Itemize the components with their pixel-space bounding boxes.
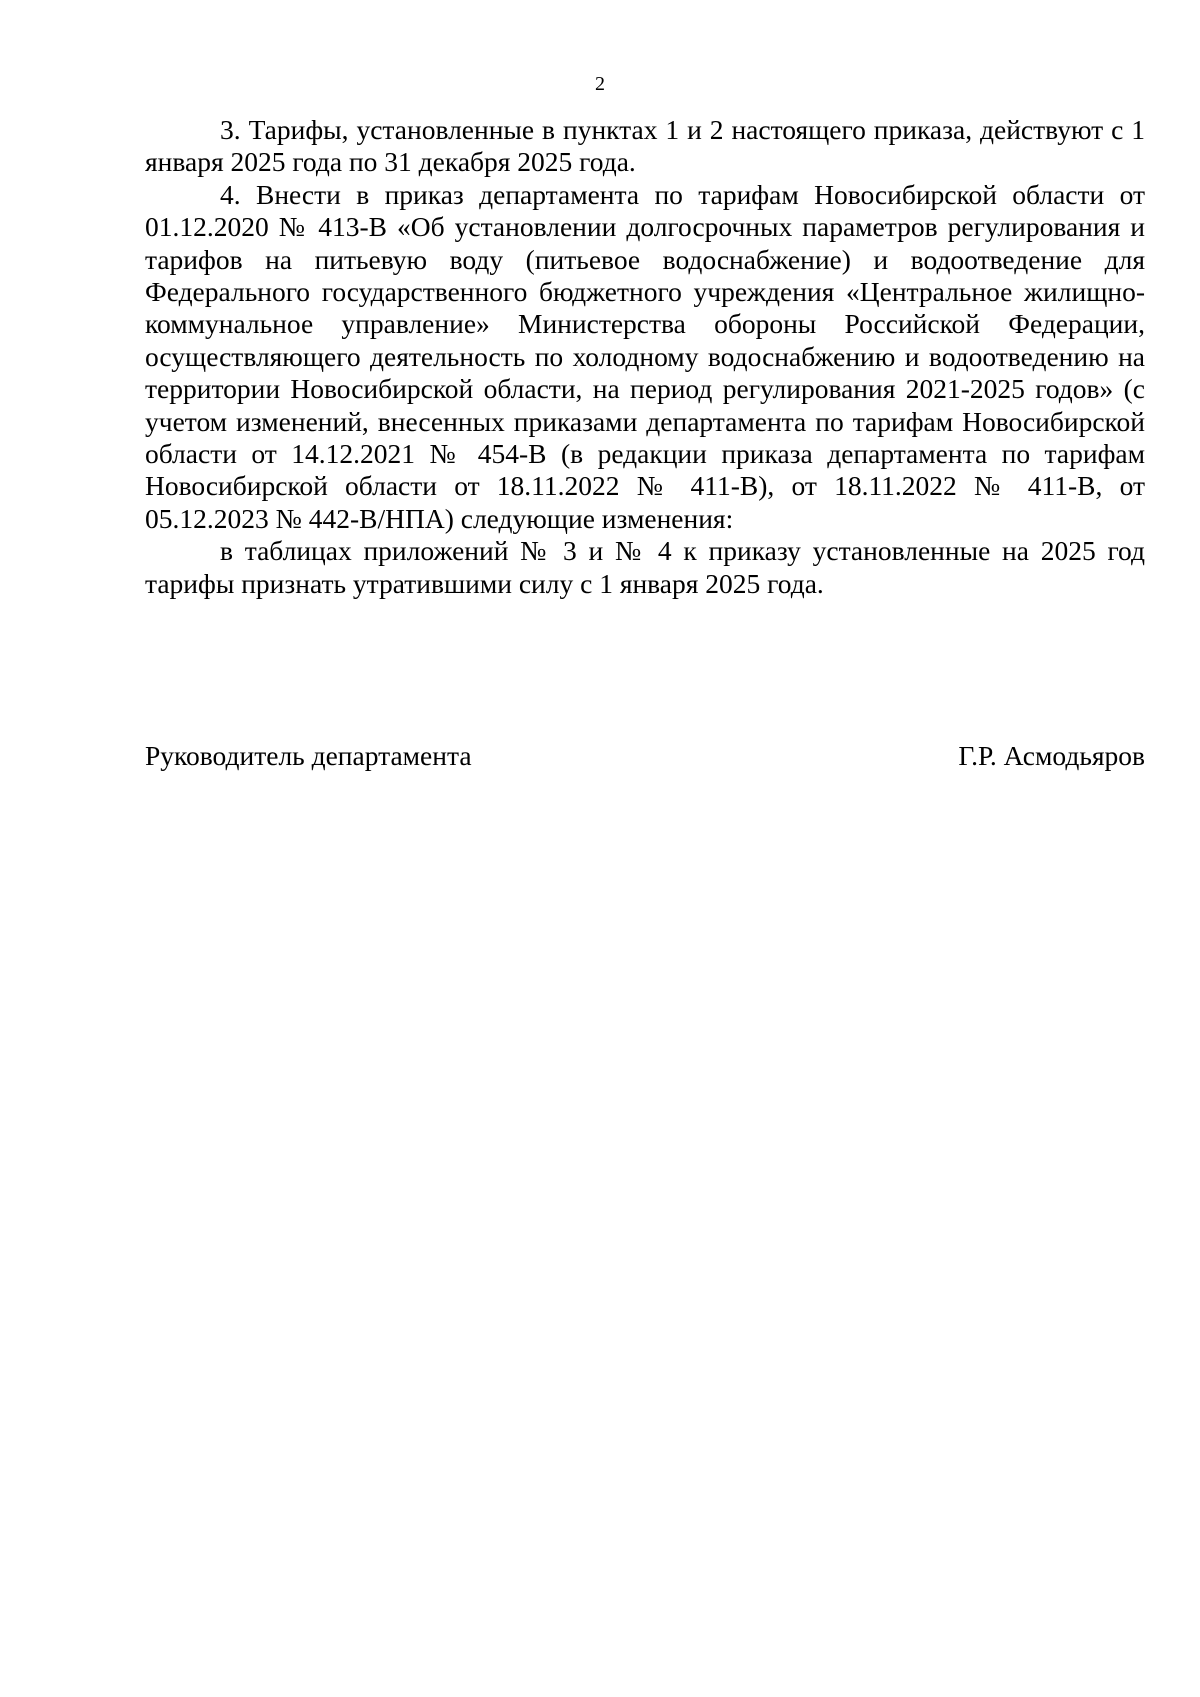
page-number: 2 <box>595 73 605 95</box>
paragraph-tables-amendment: в таблицах приложений № 3 и № 4 к приказу установленные на 2025 год тарифы признать утратившими силу с 1 января 2025 года. <box>145 535 1145 599</box>
document-body <box>145 114 1145 600</box>
signatory-name: Г.Р. Асмодьяров <box>958 740 1145 771</box>
paragraph-item-3: 3. Тарифы, установленные в пунктах 1 и 2 настоящего приказа, действуют с 1 января 2025 года по 31 декабря 2025 года. <box>145 114 1145 178</box>
paragraph-item-4: 4. Внести в приказ департамента по тарифам Новосибирской области от 01.12.2020 № 413-В «Об установлении долгосрочных параметров регулирования и тарифов на питьевую воду (питьевое водоснабжение) и водоотведение для Федерального государственного бюджетного учреждения «Центральное жилищно-коммунальное управление» Министерства обороны Российской Федерации, осуществляющего деятельность по холодному водоснабжению и водоотведению на территории Новосибирской области, на период регулирования 2021-2025 годов» (с учетом изменений, внесенных приказами департамента по тарифам Новосибирской области от 14.12.2021 № 454-В (в редакции приказа департамента по тарифам Новосибирской области от 18.11.2022 № 411-В), от 18.11.2022 № 411-В, от 05.12.2023 № 442-В/НПА) следующие изменения: <box>145 178 1145 534</box>
signatory-position: Руководитель департамента <box>145 740 472 771</box>
signature-block <box>145 740 1145 772</box>
